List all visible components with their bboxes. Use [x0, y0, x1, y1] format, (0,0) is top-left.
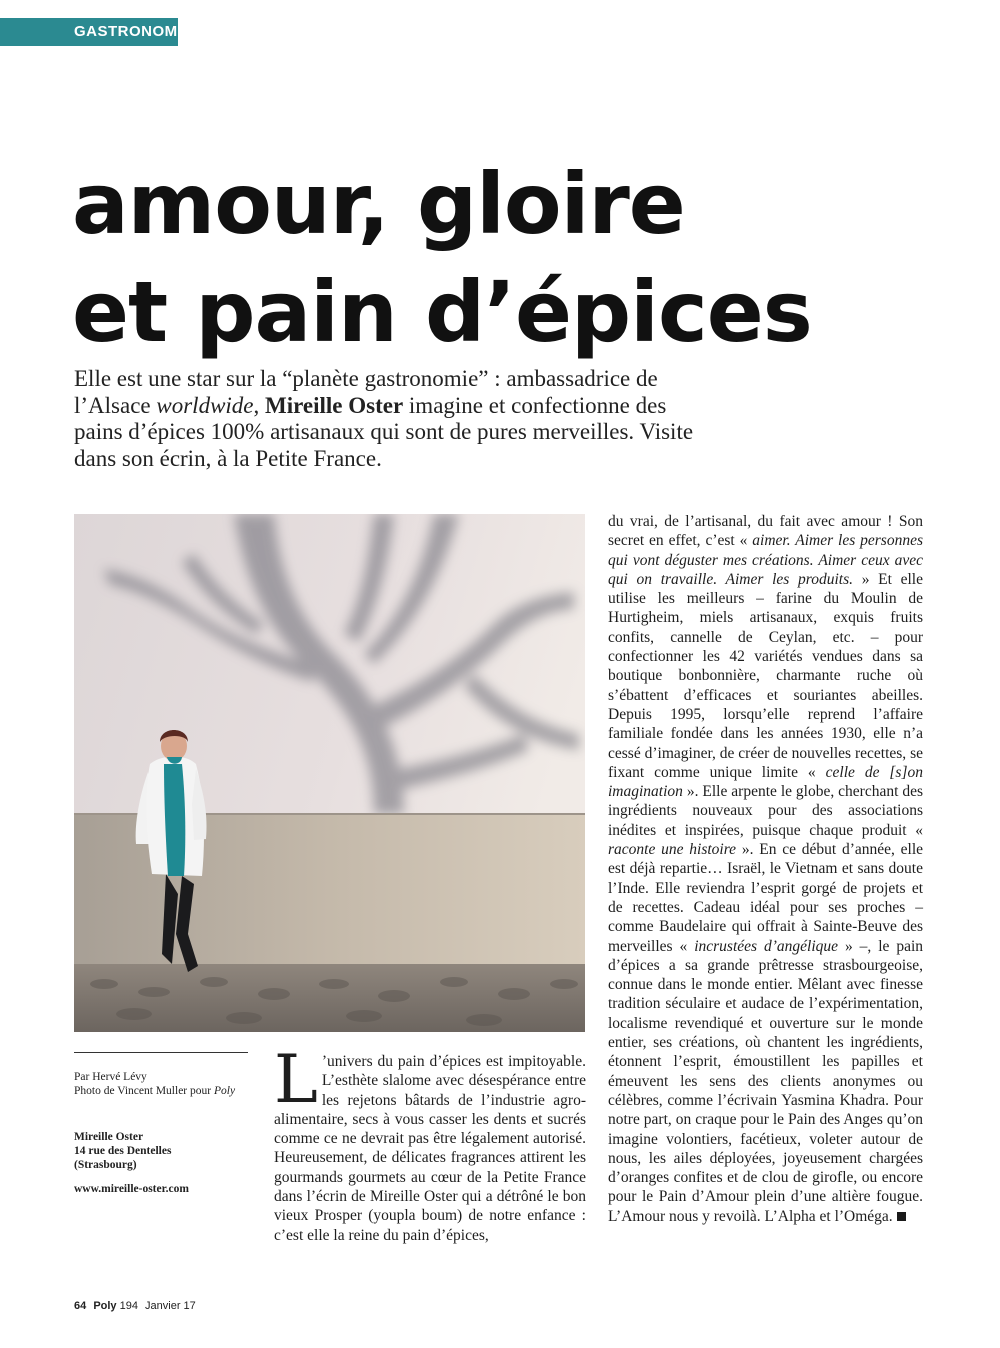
address-name: Mireille Oster [74, 1131, 144, 1143]
address-city: (Strasbourg) [74, 1159, 137, 1171]
lead-text: Elle est une star sur la “planète gastronomie” : ambassadrice de l’Alsace [74, 366, 658, 418]
body-column-2 [608, 512, 923, 1226]
photo-credit-text: Photo de Vincent Muller pour [74, 1085, 214, 1097]
lead-paragraph [74, 366, 714, 472]
page-footer [74, 1300, 196, 1312]
photo-credit-outlet: Poly [213, 1085, 236, 1097]
headline-line-1: amour, gloire [72, 155, 685, 253]
section-tag: GASTRONOMIE [0, 18, 178, 46]
body-column-1 [274, 1041, 586, 1245]
body-text: du vrai, de l’artisanal, du fait avec amour ! Son secret en effet, c’est « [608, 513, 923, 550]
end-mark [897, 1212, 906, 1221]
page-number: 64 [74, 1300, 87, 1312]
issue-date: Janvier 17 [145, 1300, 196, 1312]
credit-rule [74, 1052, 248, 1053]
issue-number: 194 [119, 1300, 138, 1312]
body-quote: raconte une histoire [608, 841, 737, 859]
author-credit: Par Hervé Lévy [74, 1071, 147, 1083]
lead-name: Mireille Oster [265, 392, 404, 418]
body-text: » Et elle utilise les meilleurs – farine du Moulin de Hurtigheim, miels artisanaux, exquis fruits confits, cannelle de Ceylan, etc. – pour confectionner les 42 variétés vendues dans sa boutique bonbonnière, charmante ruche où s’ébattent d’efficaces et souriantes abeilles. Depuis 1995, lorsqu’elle reprend l’affaire familiale fondée dans les années 1930, elle n’a cessé d’imaginer, de créer de nouvelles recettes, se fixant comme unique limite « [608, 570, 923, 781]
lead-italic: worldwide [156, 392, 254, 418]
body-text: ». Elle arpente le globe, cherchant des ingrédients nouveaux pour des associations inédites et inspirées, puisque chaque produit « [608, 783, 923, 839]
body-text: ’univers du pain d’épices est impitoyable. L’esthète slalome avec désespérance entre les rejetons bâtards de l’industrie agro-alimentaire, secs à vous casser les dents et sucrés comme ce ne devrait pas être légalement autorisé. Heureusement, de délicates fragrances attirent les gourmands gourmets au cœur de la Petite France dans l’écrin de Mireille Oster qui a détrôné le bon vieux Prosper (youpla boum) de notre enfance : c’est elle la reine du pain d’épices, [274, 1053, 586, 1244]
body-quote: incrustées d’angélique [694, 937, 839, 955]
lead-text: imagine et confectionne des pains d’épices 100% artisanaux qui sont de pures merveilles. Visite dans son écrin, à la Petite France. [74, 392, 694, 471]
address-block [74, 1130, 264, 1196]
credits [74, 1070, 264, 1098]
article-photo [74, 514, 585, 1032]
body-text: ». En ce début d’année, elle est déjà repartie… Israël, le Vietnam et sans doute l’Inde. Elle reviendra l’esprit gorgé de projets et de recettes. Cadeau idéal pour ses proches – comme Baudelaire qui offrait à Sainte-Beuve des merveilles « [608, 841, 924, 955]
magazine-name: Poly [93, 1300, 117, 1312]
headline-line-2: et pain d’épices [72, 263, 812, 361]
body-quote: celle de [s]on imagination [608, 763, 923, 801]
body-quote: aimer. Aimer les personnes qui vont déguster mes créations. Aimer ceux avec qui on travaille. Aimer les produits. [608, 532, 924, 588]
headline [72, 150, 812, 366]
website-link[interactable]: www.mireille-oster.com [74, 1183, 189, 1195]
body-text: » –, le pain d’épices a sa grande prêtresse strasbourgeoise, connue dans le monde entier. Mêlant avec finesse tradition séculaire et audace de l’expérimentation, localisme revendiqué et ouverture sur le monde entier, ses créations, où chantent les ingrédients, étonnent l’esprit, émoustillent les papilles et émeuvent les sens des clients anonymes ou célèbres, comme l’écrivain Yasmina Khadra. Pour notre part, on craque pour le Pain des Anges qu’on imagine volontiers, facétieux, voleter autour de nous, les ailes déployées, joyeusement chargées d’oranges confites et de clou de girofle, ou encore pour le Pain d’Amour plein d’une altière fougue. L’Amour nous y revoilà. L’Alpha et l’Oméga. [608, 937, 924, 1225]
lead-text: , [253, 392, 266, 418]
photo-credit [74, 1084, 264, 1098]
address-street: 14 rue des Dentelles [74, 1145, 172, 1157]
drop-cap: L [274, 1041, 318, 1118]
